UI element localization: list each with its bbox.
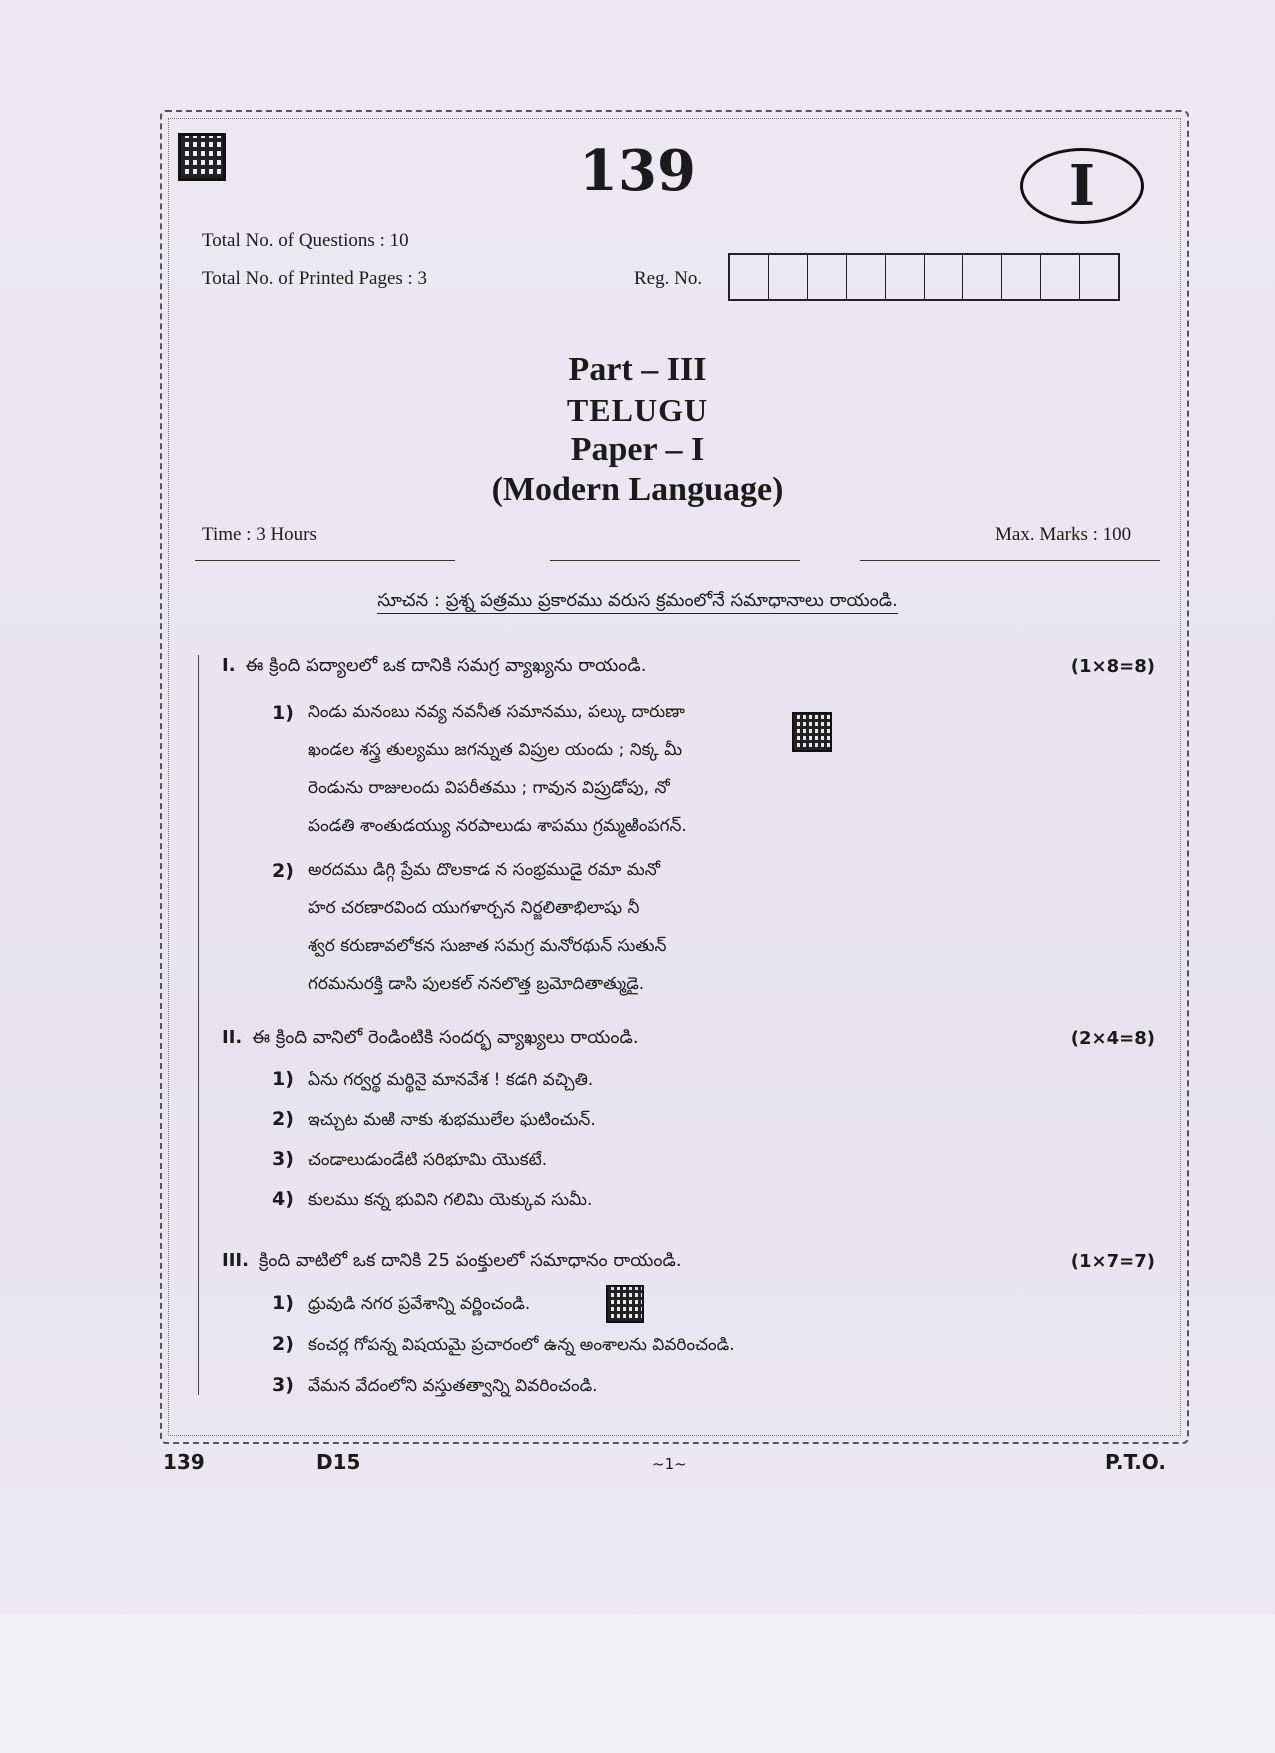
total-questions: Total No. of Questions : 10 [202, 230, 409, 251]
q3-item-1: 1) ధ్రువుడి నగర ప్రవేశాన్ని వర్ణించండి. [272, 1292, 531, 1314]
instruction: సూచన : ప్రశ్న పత్రము ప్రకారము వరుస క్రమంలోనే సమాధానాలు రాయండి. [0, 590, 1275, 615]
footer-code: 139 [163, 1450, 205, 1474]
time-label: Time : 3 Hours [202, 524, 317, 545]
paper-code: 139 [579, 138, 696, 204]
question-1-heading: I. ఈ క్రింది పద్యాలలో ఒక దానికి సమగ్ర వ్యాఖ్యను రాయండి. [222, 655, 647, 676]
reg-no-label: Reg. No. [634, 268, 703, 289]
part-title: Part – III [568, 351, 707, 388]
q1-item-1-line-2: ఖండల శస్త్ర తుల్యము జగన్నుత విప్రుల యందు ; నిక్క మీ [308, 740, 683, 760]
q3-item-3: 3) వేమన వేదంలోని వస్తుతత్వాన్ని వివరించండి. [272, 1374, 598, 1396]
page-number: ~1~ [652, 1455, 687, 1473]
question-2-marks: (2×4=8) [1070, 1028, 1155, 1049]
divider-right [860, 560, 1160, 561]
q1-item-1-line-3: రెండును రాజులందు విపరీతము ; గావున విప్రుడోపు, నో [308, 778, 670, 798]
q2-item-4: 4) కులము కన్న భువిని గలిమి యెక్కువ సుమీ. [272, 1188, 593, 1210]
decorative-border [160, 110, 1189, 1444]
q3-item-2: 2) కంచర్ల గోపన్న విషయమై ప్రచారంలో ఉన్న అంశాలను వివరించండి. [272, 1333, 735, 1355]
question-1-marks: (1×8=8) [1070, 656, 1155, 677]
q1-item-2-line-1: అరదము డిగ్గి ప్రేమ దొలకాడ న సంభ్రముడై రమా మనో [308, 860, 660, 880]
max-marks-label: Max. Marks : 100 [995, 524, 1132, 545]
qr-code-icon [606, 1285, 644, 1323]
q2-item-2: 2) ఇచ్చుట మఱి నాకు శుభములేల ఘటించున్. [272, 1108, 596, 1130]
pto-label: P.T.O. [1105, 1450, 1166, 1474]
q1-item-1-number: 1) [272, 702, 294, 724]
footer-series: D15 [316, 1450, 361, 1474]
q2-item-1: 1) ఏను గర్వర్థ మర్థినై మానవేశ ! కడగి వచ్చితి. [272, 1068, 594, 1090]
qr-code-icon [792, 712, 832, 752]
q1-item-1-line-1: నిండు మనంబు నవ్య నవనీత సమానము, పల్కు దారుణా [308, 702, 685, 722]
divider-left [195, 560, 455, 561]
q1-item-2-number: 2) [272, 860, 294, 882]
q2-item-3: 3) చండాలుడుండేటి సరిభూమి యొకటే. [272, 1148, 548, 1170]
margin-line [198, 655, 199, 1395]
q1-item-2-line-3: శ్వర కరుణావలోకన సుజాత సమగ్ర మనోరథున్ సుతున్ [308, 936, 667, 956]
q1-item-1-line-4: పండతి శాంతుడయ్యు నరపాలుడు శాపము గ్రమ్మఱింపగన్. [308, 816, 687, 836]
reg-no-boxes[interactable] [728, 253, 1120, 301]
q1-item-2-line-4: గరమనురక్తి డాసి పులకల్ ననలొత్త బ్రమోదితాత్ముడై. [308, 974, 645, 994]
question-3-marks: (1×7=7) [1070, 1251, 1155, 1272]
page-bottom-margin [0, 1615, 1275, 1753]
question-2-heading: II. ఈ క్రింది వానిలో రెండింటికి సందర్భ వ్యాఖ్యలు రాయండి. [222, 1027, 639, 1048]
paper-title: Paper – I [570, 431, 705, 468]
question-3-heading: III. క్రింది వాటిలో ఒక దానికి 25 పంక్తులలో సమాధానం రాయండి. [222, 1250, 682, 1271]
set-badge: I [1020, 148, 1144, 224]
divider-center [550, 560, 800, 561]
exam-title [0, 350, 1275, 510]
subject-title: TELUGU [566, 392, 709, 428]
total-pages: Total No. of Printed Pages : 3 [202, 268, 428, 289]
language-title: (Modern Language) [491, 471, 784, 508]
q1-item-2-line-2: హర చరణారవింద యుగళార్చన నిర్జలితాభిలాషు నీ [308, 898, 640, 918]
